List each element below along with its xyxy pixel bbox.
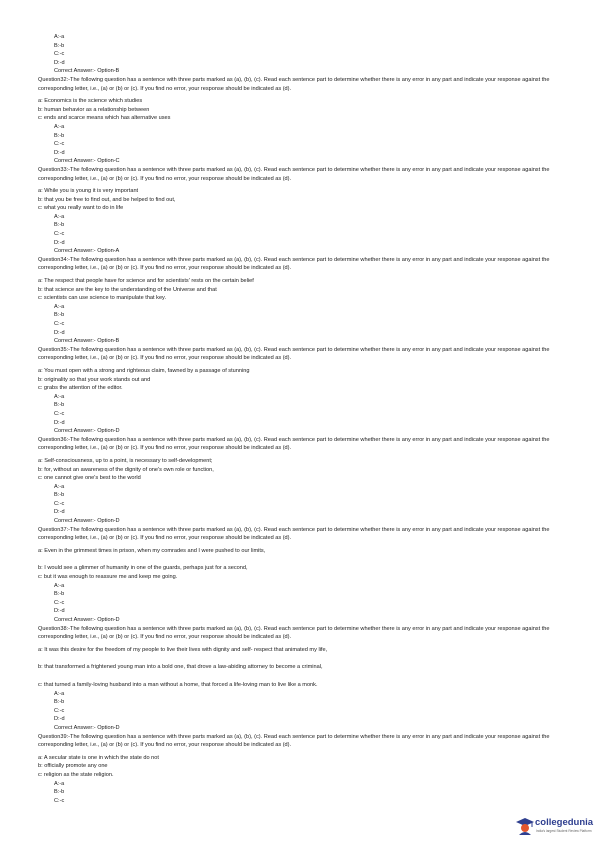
option: A:-a bbox=[54, 690, 65, 697]
sentence-part: a: Even in the grimmest times in prison, when my comrades and I were pushed to our limits, bbox=[38, 547, 266, 554]
option: A:-a bbox=[54, 582, 65, 589]
option: C:-c bbox=[54, 321, 65, 327]
sentence-part: c: that turned a family-loving husband into a man without a home, that forced a life-loving man to live like a monk. bbox=[38, 681, 318, 688]
correct-answer: Correct Answer:- Option-A bbox=[54, 248, 120, 255]
option: C:-c bbox=[54, 231, 65, 238]
correct-answer: Correct Answer:- Option-D bbox=[54, 518, 120, 525]
question-stem: Question39:-The following question has a sentence with three parts marked as (a), (b), (c). Read each sentence part to determine whether there is any error in any part and indicate your response against the corresponding letter, i.e., (a) or (b) or (c). If you find no error, your response should be indicated as (d). bbox=[38, 733, 550, 749]
sentence-part: b: for, without an awareness of the dignity of one's own role or function, bbox=[38, 466, 214, 473]
sentence-part: a: Economics is the science which studies bbox=[38, 98, 143, 105]
option: C:-c bbox=[54, 797, 65, 804]
option: B:-b bbox=[54, 402, 65, 409]
option: C:-c bbox=[54, 410, 65, 417]
option: C:-c bbox=[54, 51, 65, 58]
document-body bbox=[38, 33, 558, 805]
question-stem: Question32:-The following question has a sentence with three parts marked as (a), (b), (c). Read each sentence part to determine whether there is any error in any part and indicate your response against the corresponding letter, i.e., (a) or (b) or (c). If you find no error, your response should be indicated as (d). bbox=[38, 76, 550, 92]
sentence-part: c: one cannot give one's best to the world bbox=[38, 475, 141, 482]
sentence-part: b: I would see a glimmer of humanity in one of the guards, perhaps just for a second, bbox=[38, 565, 248, 572]
correct-answer: Correct Answer:- Option-D bbox=[54, 617, 120, 623]
option: B:-b bbox=[54, 222, 65, 229]
sentence-part: b: that transformed a frightened young man into a bold one, that drove a law-abiding attorney to become a criminal, bbox=[38, 664, 323, 671]
logo-tagline: India's largest Student Review Platform bbox=[536, 829, 592, 833]
option: A:-a bbox=[54, 303, 65, 310]
option: D:-d bbox=[54, 149, 65, 156]
sentence-part: b: originality so that your work stands out and bbox=[38, 376, 151, 383]
option: A:-a bbox=[54, 780, 65, 787]
option: B:-b bbox=[54, 312, 65, 319]
sentence-part: b: human behavior as a relationship between bbox=[38, 106, 150, 113]
sentence-part: a: The respect that people have for science and for scientists' rests on the certain belief bbox=[38, 278, 254, 285]
correct-answer: Correct Answer:- Option-D bbox=[54, 724, 120, 731]
question-stem: Question35:-The following question has a sentence with three parts marked as (a), (b), (c). Read each sentence part to determine whether there is any error in any part and indicate your response against the corresponding letter, i.e., (a) or (b) or (c). If you find no error, your response should be indicated as (d). bbox=[38, 346, 550, 362]
option: A:-a bbox=[54, 123, 65, 130]
correct-answer: Correct Answer:- Option-B bbox=[54, 68, 120, 75]
option: A:-a bbox=[54, 213, 65, 220]
sentence-part: c: religion as the state religion. bbox=[38, 771, 114, 778]
option: D:-d bbox=[54, 419, 65, 426]
sentence-part: c: grabs the attention of the editor. bbox=[38, 385, 123, 392]
question-stem: Question34:-The following question has a sentence with three parts marked as (a), (b), (c). Read each sentence part to determine whether there is any error in any part and indicate your response against the corresponding letter, i.e., (a) or (b) or (c). If you find no error, your response should be indicated as (d). bbox=[38, 256, 550, 272]
sentence-part: a: You must open with a strong and righteous claim, fawned by a passage of stunning bbox=[38, 367, 250, 374]
option: B:-b bbox=[54, 492, 65, 499]
option: B:-b bbox=[54, 789, 65, 796]
question-stem: Question37:-The following question has a sentence with three parts marked as (a), (b), (c). Read each sentence part to determine whether there is any error in any part and indicate your response against the corresponding letter, i.e., (a) or (b) or (c). If you find no error, your response should be indicated as (d). bbox=[38, 526, 550, 542]
sentence-part: c: what you really want to do in life bbox=[38, 205, 124, 212]
correct-answer: Correct Answer:- Option-C bbox=[54, 158, 120, 165]
correct-answer: Correct Answer:- Option-B bbox=[54, 338, 120, 345]
option: C:-c bbox=[54, 707, 65, 714]
option: D:-d bbox=[54, 239, 65, 246]
sentence-part: b: officially promote any one bbox=[38, 763, 108, 770]
sentence-part: c: ends and scarce means which has alternative uses bbox=[38, 115, 171, 122]
option: B:-b bbox=[54, 699, 65, 706]
option: B:-b bbox=[54, 42, 65, 49]
option: A:-a bbox=[54, 483, 65, 490]
collegedunia-logo bbox=[515, 815, 595, 839]
sentence-part: a: A secular state is one in which the state do not bbox=[38, 754, 159, 761]
option: C:-c bbox=[54, 141, 65, 148]
sentence-part: b: that you be free to find out, and be helped to find out, bbox=[38, 196, 176, 203]
option: D:-d bbox=[54, 329, 65, 336]
option: B:-b bbox=[54, 591, 65, 598]
graduate-icon bbox=[515, 815, 535, 835]
question-stem: Question36:-The following question has a sentence with three parts marked as (a), (b), (c). Read each sentence part to determine whether there is any error in any part and indicate your response against the corresponding letter, i.e., (a) or (b) or (c). If you find no error, your response should be indicated as (d). bbox=[38, 436, 550, 452]
sentence-part: b: that science are the key to the understanding of the Universe and that bbox=[38, 286, 217, 293]
option: D:-d bbox=[54, 716, 65, 723]
option: B:-b bbox=[54, 132, 65, 139]
option: C:-c bbox=[54, 599, 65, 606]
option: A:-a bbox=[54, 393, 65, 400]
option: D:-d bbox=[54, 59, 65, 66]
question-stem: Question33:-The following question has a sentence with three parts marked as (a), (b), (c). Read each sentence part to determine whether there is any error in any part and indicate your response against the corresponding letter, i.e., (a) or (b) or (c). If you find no error, your response should be indicated as (d). bbox=[38, 166, 550, 182]
sentence-part: a: It was this desire for the freedom of my people to live their lives with dignity and self- respect that animated my life, bbox=[38, 646, 328, 653]
option: D:-d bbox=[54, 608, 65, 615]
question-stem: Question38:-The following question has a sentence with three parts marked as (a), (b), (c). Read each sentence part to determine whether there is any error in any part and indicate your response against the corresponding letter, i.e., (a) or (b) or (c). If you find no error, your response should be indicated as (d). bbox=[38, 625, 550, 641]
logo-name: collegedunia bbox=[535, 817, 594, 828]
option: A:-a bbox=[54, 34, 65, 40]
correct-answer: Correct Answer:- Option-D bbox=[54, 428, 120, 435]
sentence-part: a: While you is young it is very important bbox=[38, 188, 139, 195]
sentence-part: a: Self-consciousness, up to a point, is necessary to self-development; bbox=[38, 457, 213, 464]
option: D:-d bbox=[54, 509, 65, 516]
sentence-part: c: scientists can use science to manipulate that key. bbox=[38, 295, 166, 302]
option: C:-c bbox=[54, 500, 65, 507]
sentence-part: c: but it was enough to reassure me and keep me going. bbox=[38, 574, 178, 581]
